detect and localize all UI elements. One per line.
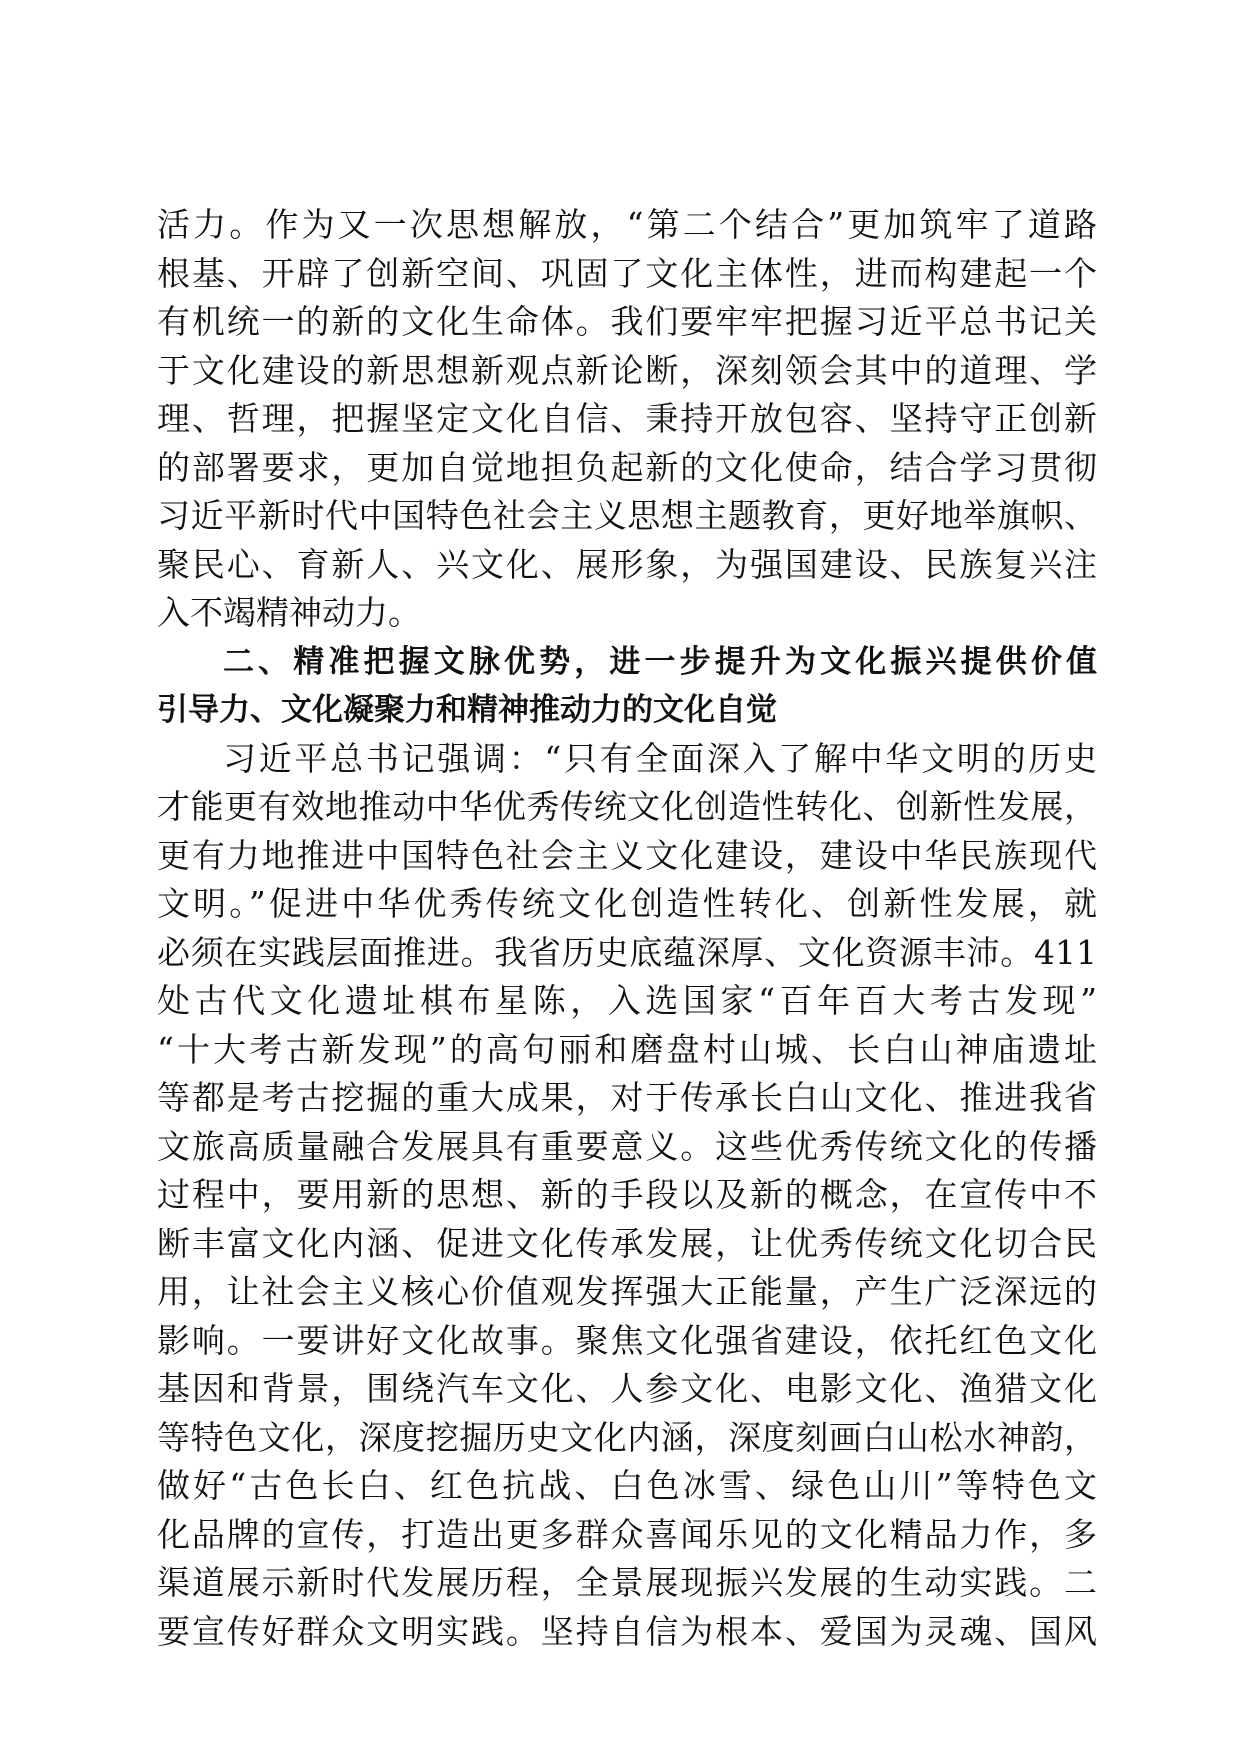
text-line: 必须在实践层面推进。我省历史底蕴深厚、文化资源丰沛。411 [157,932,1097,972]
text-line: 有机统一的新的文化生命体。我们要牢牢把握习近平总书记关 [157,302,1097,341]
text-line: 活力。作为又一次思想解放，“第二个结合”更加筑牢了道路 [157,205,1097,244]
text-line: 习近平总书记强调：“只有全面深入了解中华文明的历史 [223,738,1097,778]
text-line: 过程中，要用新的思想、新的手段以及新的概念，在宣传中不 [157,1175,1097,1214]
section-heading: 引导力、文化凝聚力和精神推动力的文化自觉 [157,692,777,728]
text-line: “十大考古新发现”的高句丽和磨盘村山城、长白山神庙遗址 [157,1029,1097,1069]
body-text [157,201,1097,1656]
text-line: 断丰富文化内涵、促进文化传承发展，让优秀传统文化切合民 [157,1223,1097,1263]
text-line: 渠道展示新时代发展历程，全景展现振兴发展的生动实践。二 [157,1563,1097,1602]
section-heading: 二、精准把握文脉优势，进一步提升为文化振兴提供价值 [223,643,1097,680]
text-line: 化品牌的宣传，打造出更多群众喜闻乐见的文化精品力作，多 [157,1514,1097,1554]
text-line: 基因和背景，围绕汽车文化、人参文化、电影文化、渔猎文化 [157,1369,1097,1408]
text-line: 于文化建设的新思想新观点新论断，深刻领会其中的道理、学 [157,350,1097,390]
text-line: 习近平新时代中国特色社会主义思想主题教育，更好地举旗帜、 [157,496,1097,535]
text-line: 用，让社会主义核心价值观发挥强大正能量，产生广泛深远的 [157,1272,1097,1311]
text-line: 处古代文化遗址棋布星陈，入选国家“百年百大考古发现” [157,981,1097,1020]
text-line: 的部署要求，更加自觉地担负起新的文化使命，结合学习贯彻 [157,447,1097,487]
text-line: 理、哲理，把握坚定文化自信、秉持开放包容、坚持守正创新 [157,399,1097,438]
text-line: 更有力地推进中国特色社会主义文化建设，建设中华民族现代 [157,835,1097,875]
text-line: 影响。一要讲好文化故事。聚焦文化强省建设，依托红色文化 [157,1320,1097,1360]
text-line: 要宣传好群众文明实践。坚持自信为根本、爱国为灵魂、国风 [157,1611,1097,1651]
text-line: 文旅高质量融合发展具有重要意义。这些优秀传统文化的传播 [157,1126,1097,1166]
text-line: 等都是考古挖掘的重大成果，对于传承长白山文化、推进我省 [157,1078,1097,1117]
text-line: 聚民心、育新人、兴文化、展形象，为强国建设、民族复兴注 [157,544,1097,584]
text-line: 等特色文化，深度挖掘历史文化内涵，深度刻画白山松水神韵， [157,1417,1097,1457]
text-line: 才能更有效地推动中华优秀传统文化创造性转化、创新性发展， [157,787,1097,826]
text-line: 文明。”促进中华优秀传统文化创造性转化、创新性发展，就 [157,884,1097,923]
text-line: 根基、开辟了创新空间、巩固了文化主体性，进而构建起一个 [157,253,1097,293]
text-line: 入不竭精神动力。 [157,593,421,632]
text-line: 做好“古色长白、红色抗战、白色冰雪、绿色山川”等特色文 [157,1466,1097,1505]
